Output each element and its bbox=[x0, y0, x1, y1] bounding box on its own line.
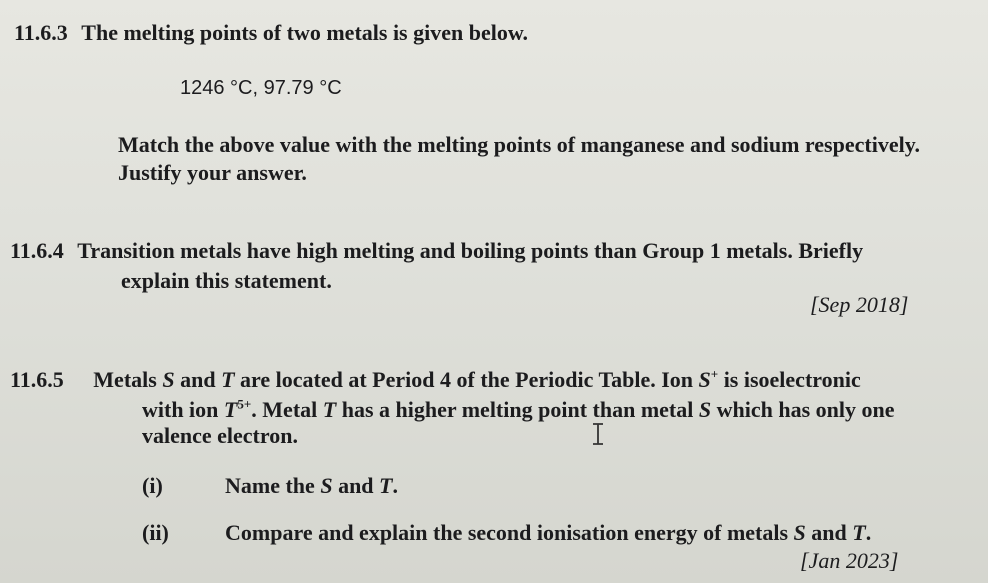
metal-t: T bbox=[379, 473, 393, 498]
metal-s: S bbox=[698, 397, 712, 422]
question-text: Transition metals have high melting and boiling points than Group 1 metals. Briefly bbox=[77, 238, 864, 263]
part-ii-label: (ii) bbox=[142, 520, 169, 545]
melting-point-values: 1246 °C, 97.79 °C bbox=[180, 77, 342, 99]
question-number: 11.6.4 bbox=[10, 238, 64, 263]
source-tag: [Sep 2018] bbox=[810, 292, 909, 317]
question-text: The melting points of two metals is given below. bbox=[81, 20, 529, 45]
question-11-6-5: 11.6.5 Metals S and T are located at Period 4 of the Periodic Table. Ion S+ is isoelectronic bbox=[10, 366, 861, 392]
metal-s: S bbox=[793, 520, 806, 545]
question-11-6-3 bbox=[14, 20, 528, 46]
question-line: Justify your answer. bbox=[118, 160, 307, 185]
question-line: explain this statement. bbox=[121, 268, 332, 293]
question-number: 11.6.5 bbox=[10, 367, 64, 392]
part-i-text: Name the S and T. bbox=[225, 473, 398, 498]
ion-t: T bbox=[223, 397, 238, 422]
question-line: valence electron. bbox=[142, 423, 298, 448]
question-11-6-4 bbox=[10, 238, 863, 264]
ion-s: S bbox=[698, 367, 711, 392]
ion-t-charge: 5+ bbox=[237, 396, 252, 412]
part-i-label: (i) bbox=[142, 473, 163, 498]
text-cursor-icon bbox=[591, 423, 605, 445]
part-ii-text: Compare and explain the second ionisation energy of metals S and T. bbox=[225, 520, 872, 545]
metal-t: T bbox=[221, 367, 235, 392]
metal-t: T bbox=[322, 397, 337, 422]
ion-s-charge: + bbox=[710, 366, 719, 382]
question-line: Match the above value with the melting points of manganese and sodium respectively. bbox=[118, 132, 920, 157]
metal-t: T bbox=[852, 520, 866, 545]
question-number: 11.6.3 bbox=[14, 20, 68, 45]
source-tag: [Jan 2023] bbox=[800, 548, 899, 573]
question-line: with ion $T^{5+}$. Metal T has a higher melting point than metal S which has only one bbox=[142, 396, 895, 422]
metal-s: S bbox=[162, 367, 175, 392]
metal-s: S bbox=[320, 473, 333, 498]
